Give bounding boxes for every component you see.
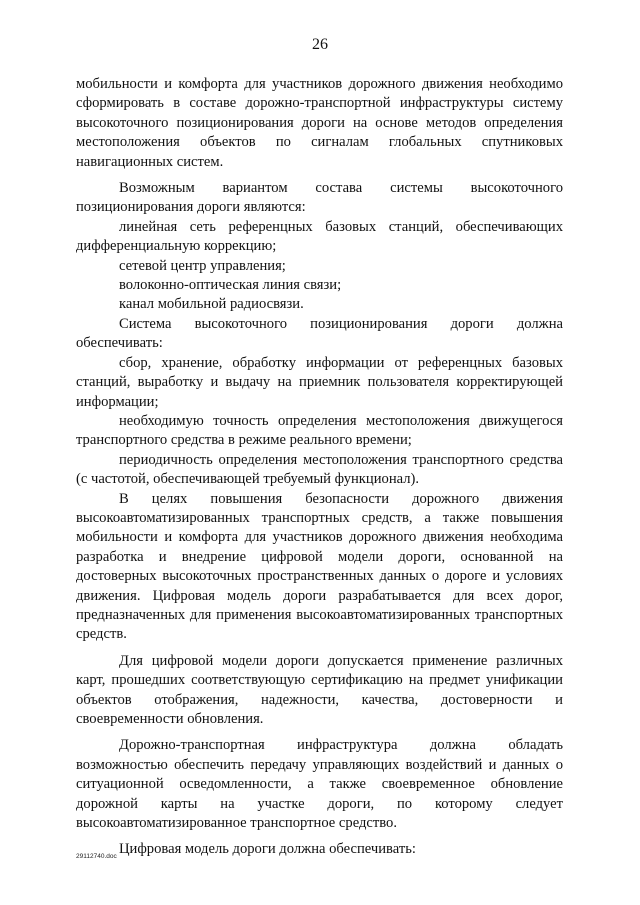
list-item: линейная сеть референцных базовых станций, обеспечивающих дифференциальную коррекцию; — [76, 218, 563, 255]
list-item: волоконно-оптическая линия связи; — [119, 277, 342, 294]
paragraph: Возможным вариантом состава системы высокоточного позиционирования дороги являются: — [76, 180, 563, 216]
paragraph: Система высокоточного позиционирования дороги должна обеспечивать: — [76, 315, 563, 352]
list-item: сбор, хранение, обработку информации от референцных базовых станций, выработку и выдачу на приемник пользователя корректирующей информации; — [76, 354, 563, 410]
paragraph: мобильности и комфорта для участников дорожного движения необходимо сформировать в составе дорожно-транспортной инфраструктуры систему высокоточного позиционирования дороги на основе методов определения местоположения объектов по сигналам глобальных спутниковых навигационных систем. — [76, 76, 563, 170]
list-item: необходимую точность определения местоположения движущегося транспортного средства в режиме реального времени; — [76, 412, 563, 449]
page-number: 26 — [312, 36, 328, 53]
list-item: периодичность определения местоположения транспортного средства (с частотой, обеспечивающей требуемый функционал). — [76, 451, 563, 488]
list-item: канал мобильной радиосвязи. — [119, 296, 304, 313]
paragraph: Цифровая модель дороги должна обеспечивать: — [119, 841, 416, 858]
list-item: сетевой центр управления; — [119, 257, 286, 274]
paragraph: Дорожно-транспортная инфраструктура должна обладать возможностью обеспечить передачу управляющих воздействий и данных о ситуационной осведомленности, а также своевременное обновление дорожной карты на участке дороги, по которому следует высокоавтоматизированное транспортное средство. — [76, 737, 563, 832]
document-body — [76, 75, 563, 860]
paragraph: В целях повышения безопасности дорожного движения высокоавтоматизированных транспортных средств, а также повышения мобильности и комфорта для участников дорожного движения необходима разработка и внедрение цифровой модели дороги, основанной на достоверных высокоточных пространственных данных о дороге и условиях движения. Цифровая модель дороги разрабатывается для всех дорог, предназначенных для применения высокоавтоматизированных транспортных средств. — [76, 490, 563, 643]
paragraph: Для цифровой модели дороги допускается применение различных карт, прошедших соответствующую сертификацию на предмет унификации объектов отображения, надежности, качества, достоверности и своевременности обновления. — [76, 652, 563, 727]
file-name-footer: 29112740.doc — [76, 853, 117, 860]
